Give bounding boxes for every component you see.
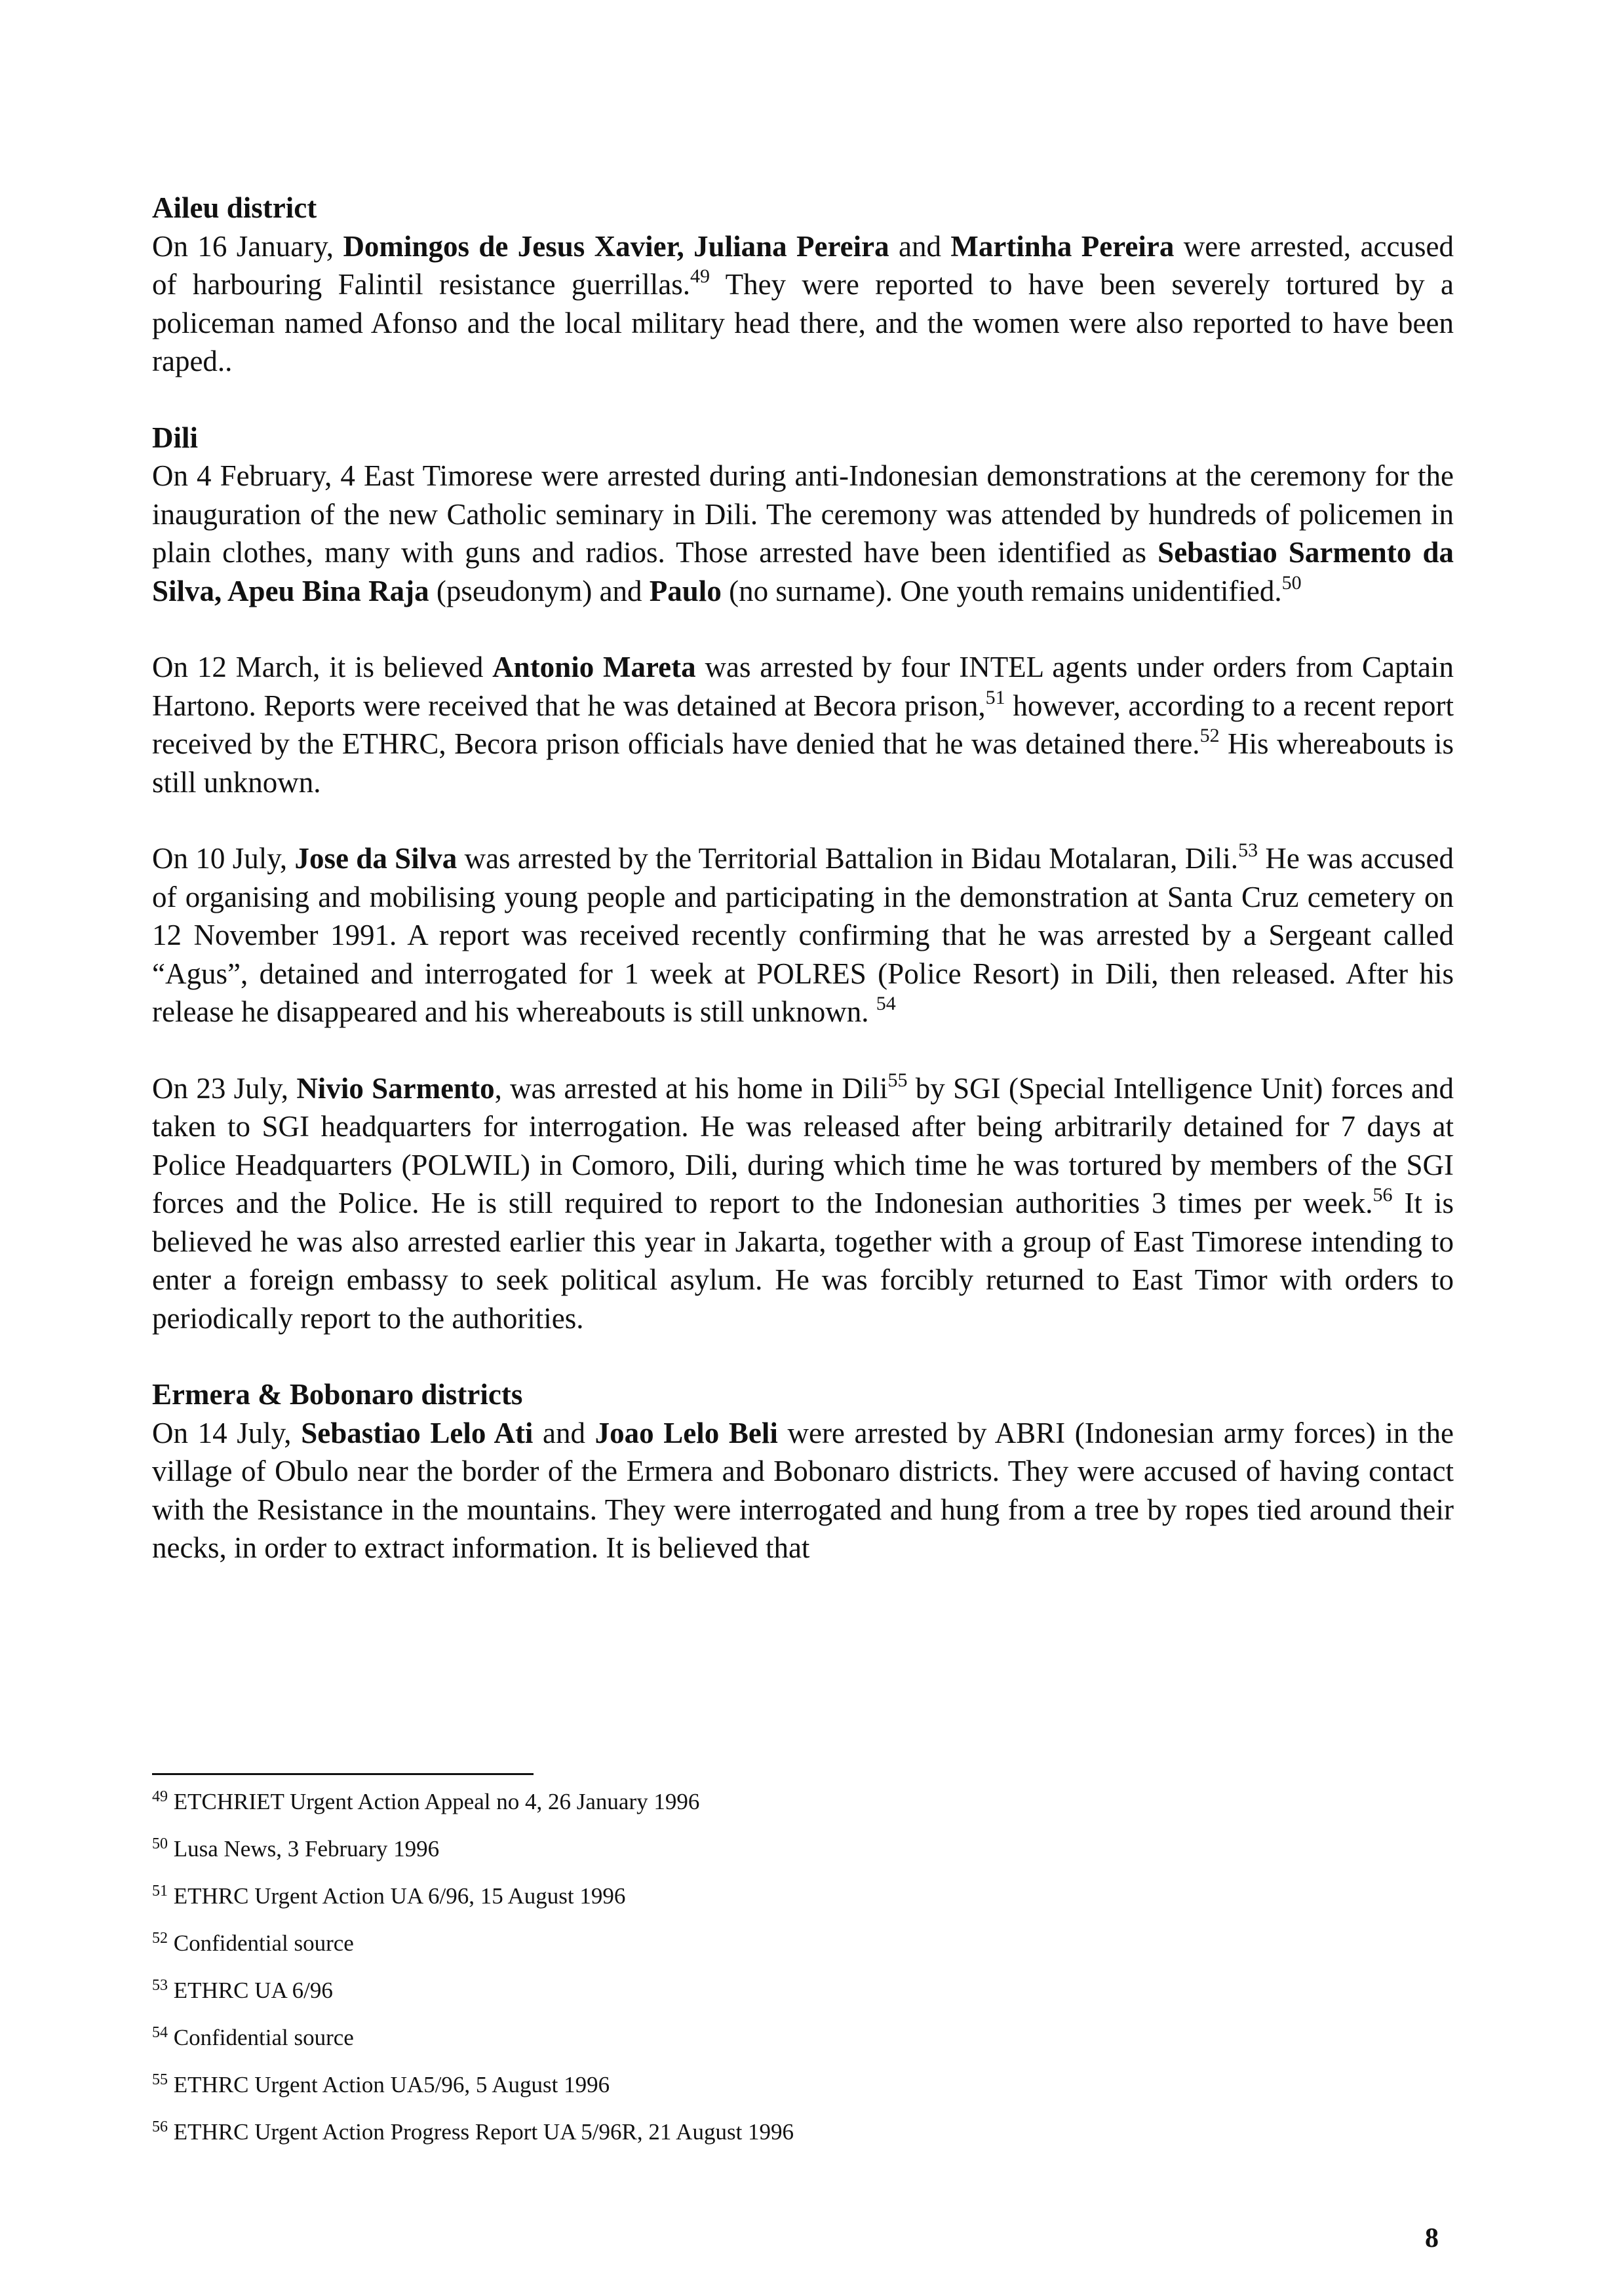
footnotes — [152, 1789, 1454, 2166]
section-heading-aileu-district: Aileu district — [152, 191, 317, 224]
text-run: was arrested by four INTEL agents under orders from Captain Hartono. Reports were received that he was detained at Becora prison, — [152, 651, 1454, 722]
footnote-number: 51 — [152, 1883, 168, 1900]
bold-name: Domingos de Jesus Xavier, Juliana Pereira — [343, 229, 889, 263]
footnote-number: 49 — [152, 1788, 168, 1805]
footnote-text: ETHRC UA 6/96 — [173, 1978, 333, 2003]
text-run: , was arrested at his home in Dili — [494, 1071, 888, 1105]
body-text — [152, 189, 1454, 1605]
bold-name: Sebastiao Sarmento da Silva, Apeu Bina Raja — [152, 536, 1454, 607]
text-run: was arrested by the Territorial Battalion in Bidau Motalaran, Dili. — [457, 842, 1239, 875]
bold-name: Sebastiao Lelo Ati — [301, 1416, 534, 1449]
footnote-number: 53 — [152, 1977, 168, 1994]
bold-name: Jose da Silva — [294, 842, 457, 875]
section-heading-ermera-bobonaro-districts: Ermera & Bobonaro districts — [152, 1378, 523, 1411]
footnote-marker: 49 — [690, 265, 710, 287]
bold-name: Nivio Sarmento — [296, 1071, 495, 1105]
text-run: On 10 July, — [152, 842, 295, 875]
text-run: (pseudonym) and — [429, 574, 650, 607]
footnote-marker: 56 — [1372, 1184, 1393, 1206]
footnote — [152, 2025, 1454, 2051]
text-run: and — [889, 229, 951, 263]
text-run: On 14 July, — [152, 1416, 302, 1449]
bold-name: Antonio Mareta — [492, 651, 696, 683]
paragraph — [152, 839, 1454, 1031]
bold-name: Joao Lelo Beli — [594, 1416, 778, 1449]
text-run: They were reported to have been severely tortured by a policeman named Afonso and the local military head there, and the women were also reported to have been raped.. — [152, 268, 1454, 377]
footnote-separator — [152, 1773, 534, 1775]
footnote-text: Confidential source — [173, 2025, 354, 2050]
text-run: however, according to a recent report received by the ETHRC, Becora prison officials have denied that he was detained there. — [152, 689, 1454, 760]
footnote-number: 54 — [152, 2024, 168, 2041]
footnote-marker: 55 — [887, 1069, 908, 1091]
footnote-number: 52 — [152, 1930, 168, 1947]
footnote-marker: 53 — [1238, 839, 1258, 861]
footnote — [152, 1883, 1454, 1909]
paragraph — [152, 227, 1454, 381]
text-run: On 4 February, 4 East Timorese were arrested during anti-Indonesian demonstrations at the ceremony for the inauguration of the new Catholic seminary in Dili. The ceremony was attended by hundreds of policemen in plain clothes, many with guns and radios. Those arrested have been identified as — [152, 459, 1454, 569]
footnote-text: ETHRC Urgent Action Progress Report UA 5/96R, 21 August 1996 — [173, 2119, 794, 2145]
text-run: (no surname). One youth remains unidentified. — [721, 574, 1282, 607]
paragraph — [152, 648, 1454, 801]
bold-name: Martinha Pereira — [950, 229, 1175, 263]
text-run: His whereabouts is still unknown. — [152, 727, 1454, 799]
text-run: On 12 March, it is believed — [152, 651, 493, 683]
footnote — [152, 1789, 1454, 1815]
text-run: It is believed he was also arrested earlier this year in Jakarta, together with a group of East Timorese intending to enter a foreign embassy to seek political asylum. He was forcibly returned to East Timor with orders to periodically report to the authorities. — [152, 1187, 1454, 1335]
footnote-marker: 52 — [1199, 725, 1220, 746]
footnote-text: ETHRC Urgent Action UA 6/96, 15 August 1996 — [173, 1883, 626, 1909]
footnote — [152, 1836, 1454, 1862]
footnote-number: 55 — [152, 2071, 168, 2088]
text-run: by SGI (Special Intelligence Unit) forces and taken to SGI headquarters for interrogation. He was released after being arbitrarily detained for 7 days at Police Headquarters (POLWIL) in Comoro, Dili, during which time he was tortured by members of the SGI forces and the Police. He is still required to report to the Indonesian authorities 3 times per week. — [152, 1071, 1454, 1219]
footnote-text: ETHRC Urgent Action UA5/96, 5 August 1996 — [173, 2072, 610, 2097]
page-number: 8 — [1425, 2223, 1439, 2253]
section-heading-dili: Dili — [152, 421, 199, 454]
footnote — [152, 2119, 1454, 2145]
text-run: were arrested, accused of harbouring Falintil resistance guerrillas. — [152, 229, 1454, 301]
paragraph — [152, 1069, 1454, 1338]
text-run: He was accused of organising and mobilising young people and participating in the demonstration at Santa Cruz cemetery on 12 November 1991. A report was received recently confirming that he was arrested by a Sergeant called “Agus”, detained and interrogated for 1 week at POLRES (Police Resort) in Dili, then released. After his release he disappeared and his whereabouts is still unknown. — [152, 842, 1454, 1028]
footnote — [152, 1930, 1454, 1957]
footnote — [152, 2072, 1454, 2098]
footnote-number: 50 — [152, 1835, 168, 1852]
paragraph — [152, 1414, 1454, 1567]
footnote-text: ETCHRIET Urgent Action Appeal no 4, 26 January 1996 — [173, 1789, 700, 1814]
footnote-text: Lusa News, 3 February 1996 — [173, 1836, 440, 1862]
paragraph — [152, 457, 1454, 610]
footnote-number: 56 — [152, 2118, 168, 2135]
text-run: were arrested by ABRI (Indonesian army forces) in the village of Obulo near the border of the Ermera and Bobonaro districts. They were accused of having contact with the Resistance in the mountains. They were interrogated and hung from a tree by ropes tied around their necks, in order to extract information. It is believed that — [152, 1416, 1454, 1564]
text-run: On 16 January, — [152, 229, 343, 263]
footnote-text: Confidential source — [173, 1930, 354, 1956]
text-run: On 23 July, — [152, 1071, 297, 1105]
footnote-marker: 50 — [1281, 571, 1302, 594]
footnote-marker: 51 — [985, 686, 1005, 708]
footnote — [152, 1978, 1454, 2004]
text-run: and — [533, 1416, 595, 1449]
bold-name: Paulo — [649, 574, 722, 607]
footnote-marker: 54 — [876, 993, 896, 1014]
